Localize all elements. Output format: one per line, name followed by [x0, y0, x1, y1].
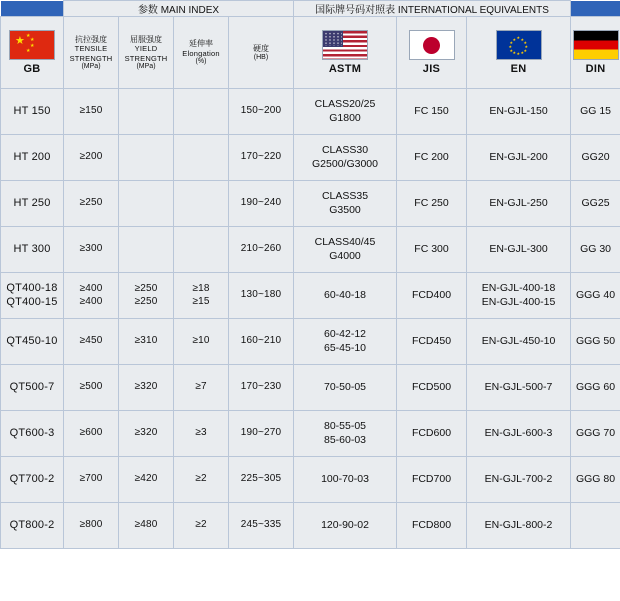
cell-jis: FC 250 — [397, 181, 467, 227]
cell-astm: CLASS35 G3500 — [294, 181, 397, 227]
table-row — [1, 89, 620, 135]
cell-en: EN-GJL-200 — [467, 135, 571, 181]
cell-jis: FCD500 — [397, 365, 467, 411]
cell-gb: HT 200 — [1, 135, 64, 181]
cell-din: GGG 60 — [571, 365, 620, 411]
cell-en: EN-GJL-600-3 — [467, 411, 571, 457]
cell-gb: HT 300 — [1, 227, 64, 273]
cell-elongation: ≥7 — [174, 365, 229, 411]
cell-hardness: 245~335 — [229, 503, 294, 549]
cell-tensile: ≥800 — [64, 503, 119, 549]
cell-en: EN-GJL-700-2 — [467, 457, 571, 503]
cell-elongation: ≥2 — [174, 457, 229, 503]
table-row — [1, 181, 620, 227]
yield-label-en1: YIELD — [134, 44, 158, 54]
cell-jis: FCD450 — [397, 319, 467, 365]
cell-hardness: 150~200 — [229, 89, 294, 135]
cell-hardness: 170~220 — [229, 135, 294, 181]
column-header-jis-label: JIS — [422, 63, 441, 75]
cell-hardness: 130~180 — [229, 273, 294, 319]
cell-gb: QT600-3 — [1, 411, 64, 457]
tensile-label-cn: 抗拉强度 — [75, 34, 107, 44]
cell-en: EN-GJL-400-18 EN-GJL-400-15 — [467, 273, 571, 319]
cell-jis: FCD600 — [397, 411, 467, 457]
cell-gb: HT 250 — [1, 181, 64, 227]
column-header-en — [467, 17, 571, 89]
table-row — [1, 319, 620, 365]
elongation-label-en1: Elongation — [182, 49, 220, 59]
column-header-jis — [397, 17, 467, 89]
table-header-row — [1, 17, 620, 89]
cell-hardness: 225~305 — [229, 457, 294, 503]
cell-jis: FC 150 — [397, 89, 467, 135]
cell-elongation: ≥3 — [174, 411, 229, 457]
cell-din: GG25 — [571, 181, 620, 227]
cell-yield: ≥250 ≥250 — [119, 273, 174, 319]
cell-jis: FCD800 — [397, 503, 467, 549]
cell-din: GGG 40 — [571, 273, 620, 319]
cell-en: EN-GJL-500-7 — [467, 365, 571, 411]
cell-tensile: ≥150 — [64, 89, 119, 135]
cell-yield: ≥420 — [119, 457, 174, 503]
column-header-tensile-strength — [64, 17, 119, 89]
cell-tensile: ≥200 — [64, 135, 119, 181]
cell-hardness: 210~260 — [229, 227, 294, 273]
cell-tensile: ≥500 — [64, 365, 119, 411]
germany-flag-icon — [573, 30, 619, 60]
cell-elongation — [174, 135, 229, 181]
japan-flag-icon — [409, 30, 455, 60]
cell-gb: QT500-7 — [1, 365, 64, 411]
tensile-label-en1: TENSILE — [74, 44, 108, 54]
cell-elongation — [174, 181, 229, 227]
table-row — [1, 503, 620, 549]
cell-jis: FC 300 — [397, 227, 467, 273]
elongation-label-cn: 延伸率 — [189, 39, 213, 49]
table-row — [1, 273, 620, 319]
cell-din: GGG 50 — [571, 319, 620, 365]
column-header-hardness — [229, 17, 294, 89]
cell-astm: CLASS40/45 G4000 — [294, 227, 397, 273]
cell-hardness: 160~210 — [229, 319, 294, 365]
cell-yield — [119, 181, 174, 227]
tensile-label-unit: (MPa) — [81, 62, 101, 70]
cell-astm: 120-90-02 — [294, 503, 397, 549]
column-header-en-label: EN — [510, 63, 527, 75]
table-row — [1, 227, 620, 273]
cell-gb: QT400-18 QT400-15 — [1, 273, 64, 319]
cell-yield — [119, 227, 174, 273]
cell-din: GG 30 — [571, 227, 620, 273]
cell-yield: ≥320 — [119, 411, 174, 457]
cell-en: EN-GJL-800-2 — [467, 503, 571, 549]
table-banner-row — [1, 1, 620, 17]
yield-label-unit: (MPa) — [136, 62, 156, 70]
main-index-title — [64, 1, 294, 17]
cell-elongation — [174, 227, 229, 273]
table-row — [1, 365, 620, 411]
banner-left-bar — [1, 1, 64, 17]
main-index-title-en: MAIN INDEX — [160, 5, 220, 16]
cell-astm: 100-70-03 — [294, 457, 397, 503]
cell-din: GG 15 — [571, 89, 620, 135]
cell-tensile: ≥250 — [64, 181, 119, 227]
cell-gb: QT450-10 — [1, 319, 64, 365]
column-header-gb-label: GB — [23, 63, 41, 75]
cell-astm: CLASS30 G2500/G3000 — [294, 135, 397, 181]
cell-hardness: 190~240 — [229, 181, 294, 227]
cell-yield: ≥480 — [119, 503, 174, 549]
cell-astm: 70-50-05 — [294, 365, 397, 411]
column-header-din — [571, 17, 620, 89]
hardness-label-unit: (HB) — [253, 53, 269, 61]
cell-gb: HT 150 — [1, 89, 64, 135]
cell-jis: FCD400 — [397, 273, 467, 319]
cell-din — [571, 503, 620, 549]
column-header-elongation — [174, 17, 229, 89]
column-header-yield-strength — [119, 17, 174, 89]
cell-jis: FCD700 — [397, 457, 467, 503]
equivalents-title-cn: 国际牌号码对照表 — [315, 5, 396, 16]
cell-din: GGG 80 — [571, 457, 620, 503]
cell-astm: 60-40-18 — [294, 273, 397, 319]
cell-yield: ≥310 — [119, 319, 174, 365]
cell-tensile: ≥700 — [64, 457, 119, 503]
cell-en: EN-GJL-150 — [467, 89, 571, 135]
cell-tensile: ≥400 ≥400 — [64, 273, 119, 319]
tensile-label-en2: STRENGTH — [69, 53, 113, 63]
cell-tensile: ≥600 — [64, 411, 119, 457]
yield-label-en2: STRENGTH — [124, 53, 168, 63]
cell-astm: 60-42-12 65-45-10 — [294, 319, 397, 365]
cell-jis: FC 200 — [397, 135, 467, 181]
cell-en: EN-GJL-250 — [467, 181, 571, 227]
cell-tensile: ≥300 — [64, 227, 119, 273]
eu-flag-icon: ★ ★ ★ ★ ★ ★ ★ ★ ★ ★ ★ ★ — [496, 30, 542, 60]
china-flag-icon: ★ ★ ★ ★ ★ — [9, 30, 55, 60]
usa-flag-icon — [322, 30, 368, 60]
column-header-din-label: DIN — [585, 63, 606, 75]
cell-yield — [119, 135, 174, 181]
table-row — [1, 135, 620, 181]
banner-right-bar — [571, 1, 620, 17]
table-body — [1, 89, 620, 549]
cell-yield: ≥320 — [119, 365, 174, 411]
cell-din: GG20 — [571, 135, 620, 181]
table-row — [1, 411, 620, 457]
cell-hardness: 190~270 — [229, 411, 294, 457]
cell-en: EN-GJL-450-10 — [467, 319, 571, 365]
cell-elongation: ≥18 ≥15 — [174, 273, 229, 319]
cell-astm: CLASS20/25 G1800 — [294, 89, 397, 135]
cell-din: GGG 70 — [571, 411, 620, 457]
hardness-label-cn: 硬度 — [253, 43, 269, 53]
cell-elongation: ≥2 — [174, 503, 229, 549]
cell-astm: 80-55-05 85-60-03 — [294, 411, 397, 457]
cell-en: EN-GJL-300 — [467, 227, 571, 273]
cell-gb: QT700-2 — [1, 457, 64, 503]
table-row — [1, 457, 620, 503]
international-equivalents-title — [294, 1, 571, 17]
column-header-gb — [1, 17, 64, 89]
column-header-astm — [294, 17, 397, 89]
yield-label-cn: 屈服强度 — [130, 34, 162, 44]
cell-tensile: ≥450 — [64, 319, 119, 365]
main-index-title-cn: 参数 — [137, 5, 158, 16]
cell-hardness: 170~230 — [229, 365, 294, 411]
elongation-label-unit: (%) — [195, 58, 207, 66]
equivalents-title-en: INTERNATIONAL EQUIVALENTS — [397, 5, 549, 16]
cell-elongation — [174, 89, 229, 135]
column-header-astm-label: ASTM — [328, 63, 362, 75]
cell-elongation: ≥10 — [174, 319, 229, 365]
cell-gb: QT800-2 — [1, 503, 64, 549]
cell-yield — [119, 89, 174, 135]
